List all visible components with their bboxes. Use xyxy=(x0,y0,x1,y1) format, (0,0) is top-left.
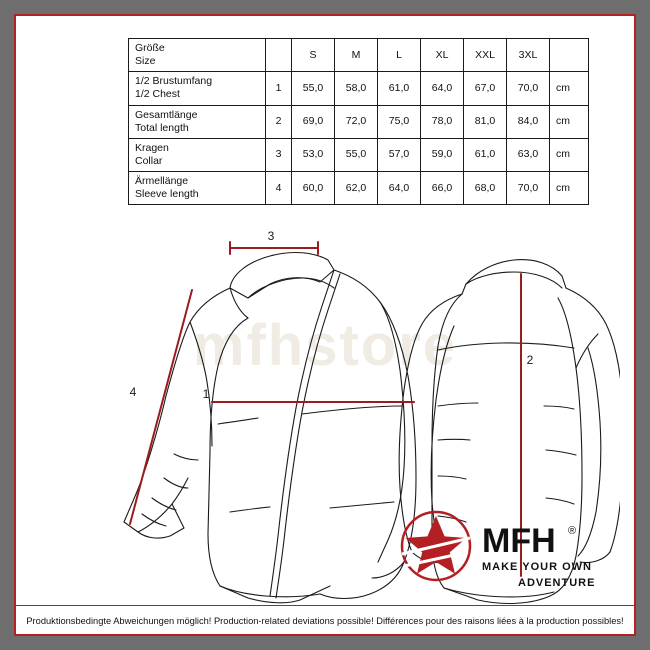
chest-3xl: 70,0 xyxy=(507,72,550,105)
header-size-l: L xyxy=(378,39,421,72)
chest-m: 58,0 xyxy=(335,72,378,105)
collar-unit: cm xyxy=(550,138,589,171)
back-right-shoulder-seam xyxy=(576,334,598,368)
header-size-label-de: Größe xyxy=(135,42,165,54)
header-size-label xyxy=(129,39,266,72)
logo-brand-text: MFH xyxy=(482,522,556,560)
header-size-s: S xyxy=(292,39,335,72)
front-sleeve-wrinkle-1 xyxy=(174,454,198,460)
header-size-xxl: XXL xyxy=(464,39,507,72)
row-label-sleeve xyxy=(129,172,266,205)
row-label-collar-de: Kragen xyxy=(135,141,169,154)
logo-registered-mark: ® xyxy=(568,525,577,537)
row-index-chest: 1 xyxy=(266,72,292,105)
front-pocket-seam-right xyxy=(330,502,394,508)
back-right-sleeve-outline xyxy=(566,288,620,394)
row-label-chest xyxy=(129,72,266,105)
front-zipper-line xyxy=(270,270,334,596)
back-wrinkle-6 xyxy=(546,450,576,455)
header-size-m: M xyxy=(335,39,378,72)
header-size-3xl: 3XL xyxy=(507,39,550,72)
row-index-total-length: 2 xyxy=(266,105,292,138)
back-collar-bottom xyxy=(466,272,562,288)
measure-number-total-length: 2 xyxy=(526,353,534,367)
total-length-l: 75,0 xyxy=(378,105,421,138)
table-row xyxy=(129,105,589,138)
logo-tagline-line1: MAKE YOUR OWN xyxy=(482,561,592,573)
back-wrinkle-7 xyxy=(546,498,574,504)
chest-s: 55,0 xyxy=(292,72,335,105)
sleeve-l: 64,0 xyxy=(378,172,421,205)
row-index-collar: 3 xyxy=(266,138,292,171)
row-label-chest-en: 1/2 Chest xyxy=(135,88,180,101)
star-icon xyxy=(402,512,470,580)
header-size-xl: XL xyxy=(421,39,464,72)
front-right-panel-seam xyxy=(302,406,402,414)
table-row xyxy=(129,172,589,205)
chest-xxl: 67,0 xyxy=(464,72,507,105)
back-wrinkle-1 xyxy=(438,403,478,406)
row-label-collar-en: Collar xyxy=(135,154,163,167)
logo-tagline-line2: ADVENTURE xyxy=(518,577,596,589)
table-row xyxy=(129,72,589,105)
back-yoke-seam xyxy=(438,343,574,350)
measure-number-chest: 1 xyxy=(202,387,210,401)
collar-xl: 59,0 xyxy=(421,138,464,171)
header-size-label-en: Size xyxy=(135,55,156,68)
row-label-chest-de: 1/2 Brustumfang xyxy=(135,75,213,88)
total-length-s: 69,0 xyxy=(292,105,335,138)
front-sleeve-wrinkle-4 xyxy=(142,514,166,526)
total-length-unit: cm xyxy=(550,105,589,138)
header-index-cell xyxy=(266,39,292,72)
back-wrinkle-5 xyxy=(544,406,574,409)
total-length-m: 72,0 xyxy=(335,105,378,138)
row-index-sleeve: 4 xyxy=(266,172,292,205)
size-chart-sheet xyxy=(14,14,636,636)
chest-xl: 64,0 xyxy=(421,72,464,105)
size-table xyxy=(128,38,589,205)
total-length-xl: 78,0 xyxy=(421,105,464,138)
row-label-total-length-de: Gesamtlänge xyxy=(135,108,198,121)
collar-xxl: 61,0 xyxy=(464,138,507,171)
watermark-text: mfhstore xyxy=(192,313,458,378)
back-collar-left-edge xyxy=(462,284,466,294)
back-right-sleeve-outer-lower xyxy=(610,394,620,552)
collar-m: 55,0 xyxy=(335,138,378,171)
total-length-3xl: 84,0 xyxy=(507,105,550,138)
row-label-total-length xyxy=(129,105,266,138)
footer-disclaimer: Produktionsbedingte Abweichungen möglich! Production-related deviations possible! Différences pour des raisons liées à la production possibles! xyxy=(26,616,624,626)
sleeve-3xl: 70,0 xyxy=(507,172,550,205)
chest-l: 61,0 xyxy=(378,72,421,105)
front-left-shoulder-seam xyxy=(190,322,212,446)
front-left-sleeve-outline xyxy=(124,288,230,532)
footer-divider xyxy=(16,605,634,606)
sleeve-s: 60,0 xyxy=(292,172,335,205)
collar-s: 53,0 xyxy=(292,138,335,171)
sleeve-m: 62,0 xyxy=(335,172,378,205)
row-label-sleeve-en: Sleeve length xyxy=(135,188,199,201)
row-label-sleeve-de: Ärmellänge xyxy=(135,175,189,187)
table-row xyxy=(129,138,589,171)
front-left-panel-seam xyxy=(218,418,258,424)
row-label-collar xyxy=(129,138,266,171)
measure-number-sleeve: 4 xyxy=(129,385,137,399)
front-zipper-placket xyxy=(276,274,340,598)
sleeve-xxl: 68,0 xyxy=(464,172,507,205)
front-sleeve-wrinkle-2 xyxy=(164,478,188,488)
front-collar-inner xyxy=(248,278,334,298)
front-pocket-seam-left xyxy=(230,507,270,512)
collar-l: 57,0 xyxy=(378,138,421,171)
measure-number-collar: 3 xyxy=(267,229,275,243)
back-wrinkle-3 xyxy=(438,476,466,479)
back-wrinkle-2 xyxy=(438,439,470,440)
sleeve-unit: cm xyxy=(550,172,589,205)
chest-unit: cm xyxy=(550,72,589,105)
header-unit-cell xyxy=(550,39,589,72)
back-collar-right-edge xyxy=(562,276,566,288)
mfh-logo xyxy=(398,508,608,592)
total-length-xxl: 81,0 xyxy=(464,105,507,138)
sleeve-xl: 66,0 xyxy=(421,172,464,205)
front-left-cuff xyxy=(138,504,184,538)
front-collar-outline xyxy=(230,253,334,298)
front-body-left-outline xyxy=(208,318,330,603)
table-header-row xyxy=(129,39,589,72)
collar-3xl: 63,0 xyxy=(507,138,550,171)
row-label-total-length-en: Total length xyxy=(135,121,189,134)
